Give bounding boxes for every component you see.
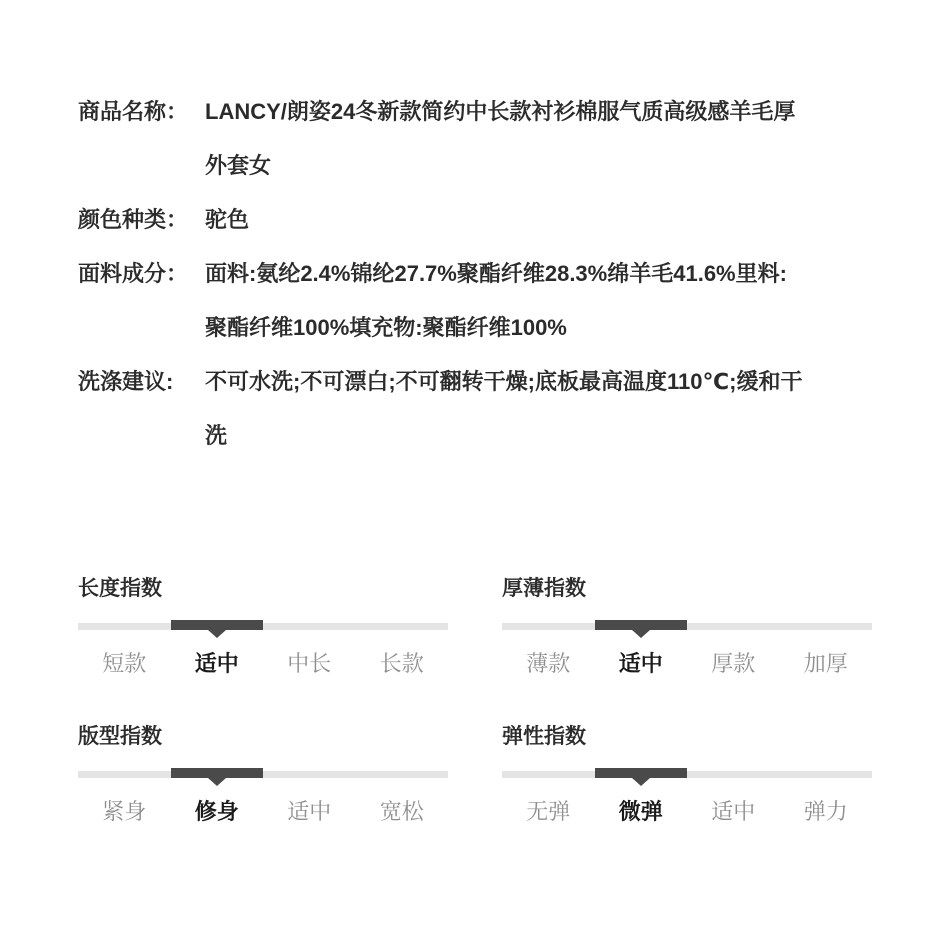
product-info-value bbox=[205, 193, 249, 247]
index-option-label: 修身 bbox=[194, 799, 239, 824]
product-info-value-line: LANCY/朗姿24冬新款简约中长款衬衫棉服气质高级感羊毛厚 bbox=[205, 99, 796, 124]
index-section bbox=[78, 577, 950, 825]
product-info-value bbox=[205, 85, 795, 193]
pointer-down-icon bbox=[632, 778, 650, 786]
index-group-title: 版型指数 bbox=[78, 725, 162, 748]
product-info-value-line: 外套女 bbox=[205, 153, 272, 178]
product-info-value-line: 驼色 bbox=[205, 207, 250, 232]
product-info-value-line: 聚酯纤维100%填充物:聚酯纤维100% bbox=[205, 315, 567, 340]
product-info-row-washing-advice bbox=[78, 355, 950, 463]
index-option-label: 适中 bbox=[194, 651, 239, 676]
index-option-label: 紧身 bbox=[102, 799, 147, 824]
product-info-row-color-type bbox=[78, 193, 950, 247]
index-group-elasticity-index bbox=[502, 725, 872, 825]
index-group-title: 弹性指数 bbox=[502, 725, 586, 748]
index-option-labels bbox=[502, 651, 872, 677]
index-option-label: 弹力 bbox=[803, 799, 848, 824]
pointer-down-icon bbox=[208, 778, 226, 786]
index-option-labels bbox=[502, 799, 872, 825]
index-option-label: 适中 bbox=[711, 799, 756, 824]
product-info-value-line: 不可水洗;不可漂白;不可翻转干燥;底板最高温度110℃;缓和干 bbox=[205, 369, 803, 394]
pointer-down-icon bbox=[632, 630, 650, 638]
product-info-value-line: 面料:氨纶2.4%锦纶27.7%聚酯纤维28.3%绵羊毛41.6%里料: bbox=[205, 261, 787, 286]
index-option-labels bbox=[78, 799, 448, 825]
product-info-row-product-name bbox=[78, 85, 950, 193]
index-option-label: 适中 bbox=[287, 799, 332, 824]
product-info-label: 颜色种类： bbox=[78, 207, 189, 232]
index-group-title: 长度指数 bbox=[78, 577, 162, 600]
product-info-section bbox=[78, 85, 950, 463]
product-info-label: 商品名称： bbox=[78, 99, 189, 124]
index-slider-track bbox=[502, 771, 872, 778]
index-option-label: 中长 bbox=[287, 651, 332, 676]
index-slider-active-segment bbox=[171, 620, 264, 630]
index-option-label: 无弹 bbox=[526, 799, 571, 824]
index-slider-active-segment bbox=[595, 620, 688, 630]
product-detail-page bbox=[0, 85, 950, 940]
index-slider-track bbox=[78, 771, 448, 778]
index-group-title: 厚薄指数 bbox=[502, 577, 586, 600]
index-option-label: 短款 bbox=[102, 651, 147, 676]
index-option-label: 适中 bbox=[618, 651, 663, 676]
index-option-label: 厚款 bbox=[711, 651, 756, 676]
index-slider-active-segment bbox=[595, 768, 688, 778]
index-option-label: 宽松 bbox=[379, 799, 424, 824]
index-option-labels bbox=[78, 651, 448, 677]
product-info-row-fabric-composition bbox=[78, 247, 950, 355]
index-group-fit-index bbox=[78, 725, 448, 825]
product-info-value-line: 洗 bbox=[205, 423, 228, 448]
index-option-label: 长款 bbox=[379, 651, 424, 676]
index-option-label: 加厚 bbox=[803, 651, 848, 676]
index-option-label: 微弹 bbox=[618, 799, 663, 824]
product-info-value bbox=[205, 355, 802, 463]
index-slider-active-segment bbox=[171, 768, 264, 778]
index-group-length-index bbox=[78, 577, 448, 677]
index-group-thickness-index bbox=[502, 577, 872, 677]
index-option-label: 薄款 bbox=[526, 651, 571, 676]
product-info-label: 洗涤建议: bbox=[78, 369, 174, 394]
index-slider-track bbox=[78, 623, 448, 630]
product-info-value bbox=[205, 247, 787, 355]
product-info-label: 面料成分： bbox=[78, 261, 189, 286]
index-slider-track bbox=[502, 623, 872, 630]
pointer-down-icon bbox=[208, 630, 226, 638]
